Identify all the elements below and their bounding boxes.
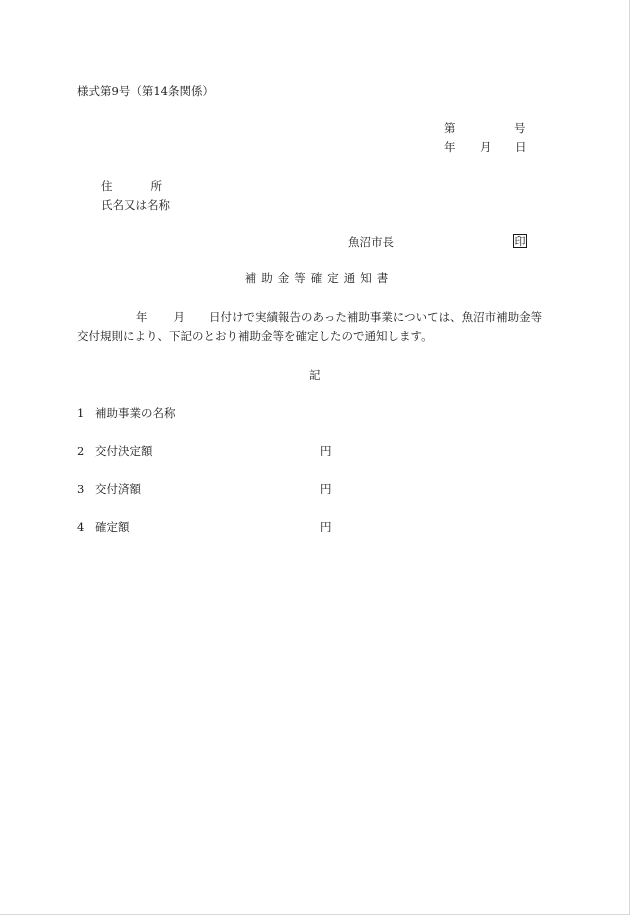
issuer-title: 魚沼市長 xyxy=(348,235,394,249)
form-identifier: 様式第9号（第14条関係） xyxy=(77,84,214,98)
body-line1-text: 日付けで実績報告のあった補助事業については、魚沼市補助金等 xyxy=(209,310,543,324)
item-label-project-name: 補助事業の名称 xyxy=(95,406,176,420)
document-title: 補助金等確定通知書 xyxy=(244,271,394,285)
ki-heading: 記 xyxy=(309,368,321,382)
document-number-prefix: 第 xyxy=(444,121,456,135)
item-label-grant-decision-amount: 交付決定額 xyxy=(95,444,153,458)
body-year: 年 xyxy=(136,310,148,324)
item-number: 3 xyxy=(77,482,85,496)
item-unit-yen: 円 xyxy=(320,520,332,534)
item-number: 4 xyxy=(77,520,85,534)
body-line-1 xyxy=(136,312,542,324)
document-number-suffix: 号 xyxy=(514,121,526,135)
address-label-part1: 住 xyxy=(101,179,113,193)
body-line-2: 交付規則により、下記のとおり補助金等を確定したので通知します。 xyxy=(77,329,433,343)
name-label: 氏名又は名称 xyxy=(101,198,170,212)
item-number: 1 xyxy=(77,406,85,420)
item-unit-yen: 円 xyxy=(320,482,332,496)
body-month: 月 xyxy=(173,310,185,324)
date-day-label: 日 xyxy=(515,140,527,154)
item-unit-yen: 円 xyxy=(320,444,332,458)
item-number: 2 xyxy=(77,444,85,458)
address-label-part2: 所 xyxy=(150,179,162,193)
date-year-label: 年 xyxy=(444,140,456,154)
seal-stamp: 印 xyxy=(514,234,526,248)
address-label xyxy=(101,181,162,193)
item-label-confirmed-amount: 確定額 xyxy=(95,520,130,534)
date-month-label: 月 xyxy=(480,140,492,154)
item-label-paid-amount: 交付済額 xyxy=(95,482,141,496)
